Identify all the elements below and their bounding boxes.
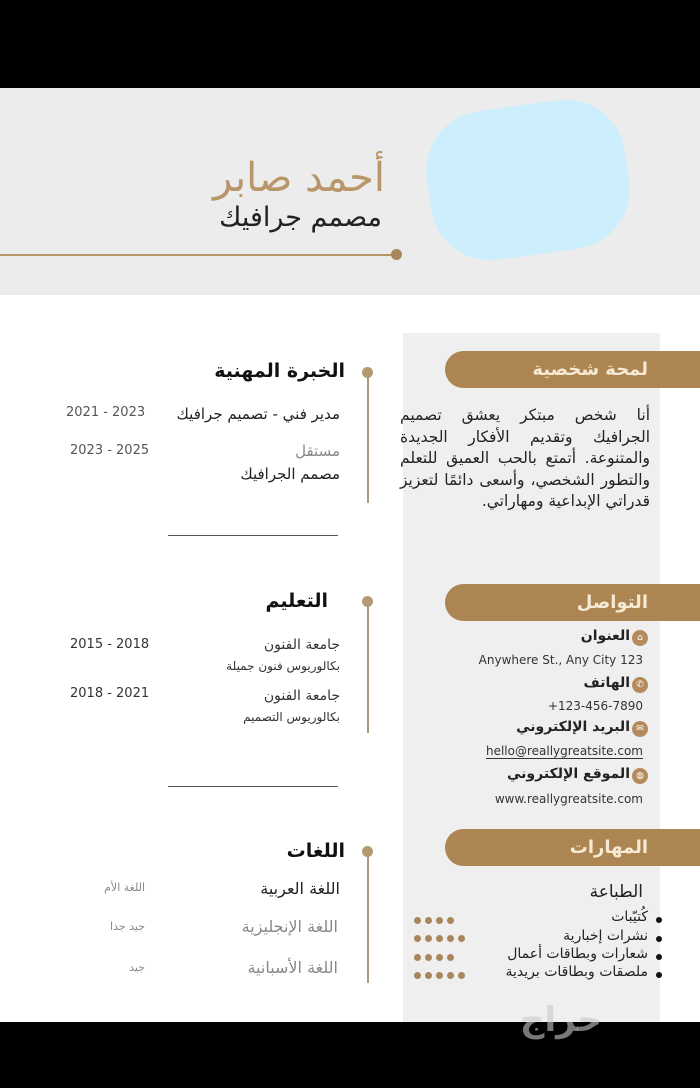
skills-category: الطباعة (589, 882, 643, 902)
skill-item: كُتيّبات (611, 909, 648, 925)
header-divider-dot (391, 249, 402, 260)
profile-text: أنا شخص مبتكر يعشق تصميم الجرافيك وتقديم الأفكار الجديدة والمتنوعة. أتمتع بالحب العميق للتعلم والتطور الشخصي، وأسعى دائمًا لتعزيز قدراتي الإبداعية ومهاراتي. (400, 406, 650, 510)
skill-item: نشرات إخبارية (563, 928, 648, 944)
education-dates: 2015 - 2018 (70, 637, 150, 652)
watermark-logo: حراج (520, 1000, 602, 1040)
experience-dates: 2021 - 2023 (66, 405, 146, 420)
skill-item: شعارات وبطاقات أعمال (507, 946, 648, 962)
globe-icon: ◍ (632, 768, 648, 784)
job-title: مصمم جرافيك (219, 202, 382, 233)
email-link[interactable]: hello@reallygreatsite.com (485, 744, 643, 758)
skill-rating (414, 935, 465, 942)
education-degree: بكالوريوس فنون جميلة (226, 659, 340, 673)
education-dates: 2018 - 2021 (70, 686, 150, 701)
experience-dates: 2023 - 2025 (70, 443, 150, 458)
language-name: اللغة العربية (260, 879, 340, 898)
language-level: جيد جدا (109, 920, 145, 933)
timeline-dot (362, 596, 373, 607)
skill-rating (414, 954, 454, 961)
website-link[interactable]: www.reallygreatsite.com (494, 792, 643, 806)
skill-item: ملصقات وبطاقات بريدية (505, 964, 648, 980)
education-school: جامعة الفنون (263, 637, 340, 653)
section-divider (168, 535, 338, 536)
experience-subrole: مصمم الجرافيك (240, 465, 340, 483)
languages-heading: اللغات (286, 840, 345, 862)
phone-icon: ✆ (632, 677, 648, 693)
language-level: اللغة الأم (104, 881, 145, 894)
education-heading: التعليم (265, 590, 328, 612)
skill-rating (414, 972, 465, 979)
timeline-dot (362, 367, 373, 378)
email-icon: ✉ (632, 721, 648, 737)
contact-value: +123-456-7890 (547, 699, 643, 713)
experience-heading: الخبرة المهنية (214, 360, 345, 382)
language-level: جيد (129, 961, 145, 974)
contact-label: الموقع الإلكتروني (507, 766, 630, 782)
skill-rating (414, 917, 454, 924)
language-name: اللغة الإنجليزية (241, 917, 338, 936)
skills-heading: المهارات (445, 829, 700, 866)
contact-value: Anywhere St., Any City 123 (478, 653, 643, 667)
experience-role: مستقل (295, 442, 340, 460)
person-name: أحمد صابر (212, 155, 385, 201)
home-icon: ⌂ (632, 630, 648, 646)
timeline-dot (362, 846, 373, 857)
header-divider (0, 254, 396, 256)
section-divider (168, 786, 338, 787)
experience-role: مدير فني - تصميم جرافيك (176, 405, 340, 423)
education-school: جامعة الفنون (263, 688, 340, 704)
language-name: اللغة الأسبانية (247, 958, 338, 977)
contact-label: العنوان (580, 628, 630, 644)
education-degree: بكالوريوس التصميم (243, 710, 340, 724)
profile-heading: لمحة شخصية (445, 351, 700, 388)
contact-heading: التواصل (445, 584, 700, 621)
contact-label: البريد الإلكتروني (516, 719, 630, 735)
timeline-line (367, 605, 369, 733)
contact-label: الهاتف (583, 675, 630, 691)
timeline-line (367, 375, 369, 503)
timeline-line (367, 855, 369, 983)
